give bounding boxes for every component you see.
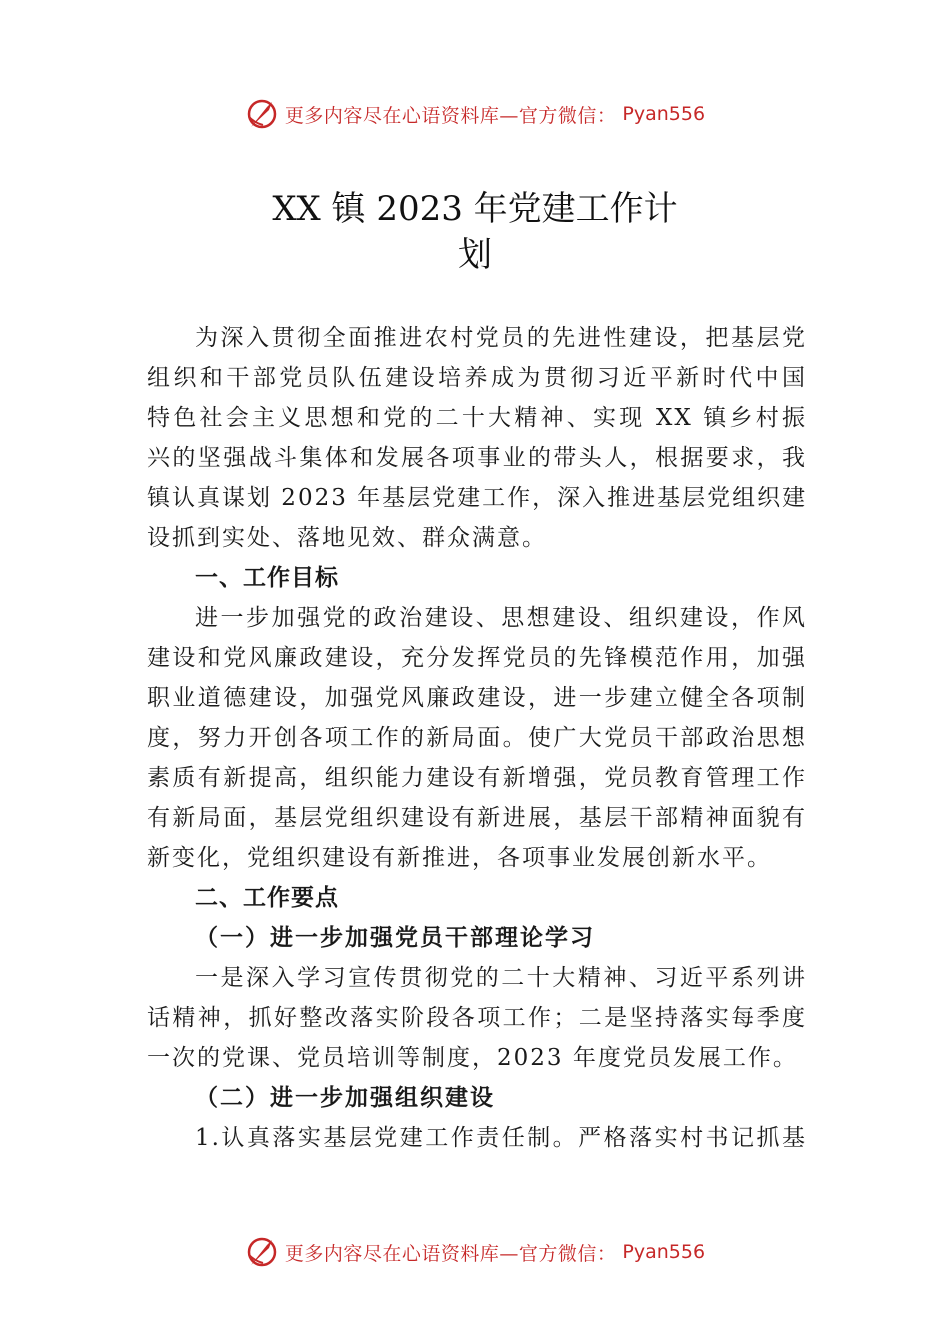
- intro-line: 兴的坚强战斗集体和发展各项事业的带头人，根据要求，我: [147, 445, 807, 471]
- footer-banner-text: 更多内容尽在心语资料库—官方微信：: [284, 1242, 617, 1265]
- title-line-2: 划: [458, 235, 492, 275]
- intro-line: 镇认真谋划 2023 年基层党建工作，深入推进基层党组织建: [147, 485, 808, 511]
- quill-logo-icon: [245, 1235, 279, 1269]
- intro-line: 设抓到实处、落地见效、群众满意。: [147, 525, 547, 551]
- section-1-heading: 一、工作目标: [195, 565, 339, 591]
- header-banner-text: 更多内容尽在心语资料库—官方微信：: [284, 104, 617, 127]
- section-1-line: 建设和党风廉政建设，充分发挥党员的先锋模范作用，加强: [147, 645, 807, 671]
- sub-1-line: 一次的党课、党员培训等制度，2023 年度党员发展工作。: [147, 1045, 798, 1071]
- header-banner: [0, 92, 950, 136]
- sub-1-line: 话精神，抓好整改落实阶段各项工作；二是坚持落实每季度: [147, 1005, 807, 1031]
- section-1-line: 有新局面，基层党组织建设有新进展，基层干部精神面貌有: [147, 805, 807, 831]
- section-2-sub-2-heading: （二）进一步加强组织建设: [195, 1084, 495, 1111]
- sub-2-line: 1.认真落实基层党建工作责任制。严格落实村书记抓基: [195, 1125, 807, 1151]
- intro-paragraph: [147, 318, 807, 558]
- header-banner-wechat-id: Pyan556: [622, 103, 706, 125]
- footer-banner-wechat-id: Pyan556: [622, 1241, 706, 1263]
- section-2-sub-1-paragraph: [147, 958, 807, 1078]
- page-title: [0, 186, 950, 278]
- section-1-line: 度，努力开创各项工作的新局面。使广大党员干部政治思想: [147, 725, 807, 751]
- intro-line: 特色社会主义思想和党的二十大精神、实现 XX 镇乡村振: [147, 405, 807, 431]
- quill-logo-icon: [245, 97, 279, 131]
- title-line-1: XX 镇 2023 年党建工作计: [272, 189, 678, 229]
- section-2-sub-1-heading: （一）进一步加强党员干部理论学习: [195, 924, 595, 951]
- section-1-paragraph: [147, 598, 807, 878]
- sub-1-line: 一是深入学习宣传贯彻党的二十大精神、习近平系列讲: [195, 965, 807, 991]
- section-2-sub-2-paragraph: [147, 1118, 807, 1158]
- intro-line: 为深入贯彻全面推进农村党员的先进性建设，把基层党: [195, 325, 807, 351]
- section-1-line: 新变化，党组织建设有新推进，各项事业发展创新水平。: [147, 845, 772, 871]
- intro-line: 组织和干部党员队伍建设培养成为贯彻习近平新时代中国: [147, 365, 807, 391]
- section-1-line: 职业道德建设，加强党风廉政建设，进一步建立健全各项制: [147, 685, 807, 711]
- document-body: [147, 318, 807, 1158]
- section-1-line: 素质有新提高，组织能力建设有新增强，党员教育管理工作: [147, 765, 807, 791]
- section-1-line: 进一步加强党的政治建设、思想建设、组织建设，作风: [195, 605, 807, 631]
- footer-banner: [0, 1230, 950, 1274]
- section-2-heading: 二、工作要点: [195, 885, 339, 911]
